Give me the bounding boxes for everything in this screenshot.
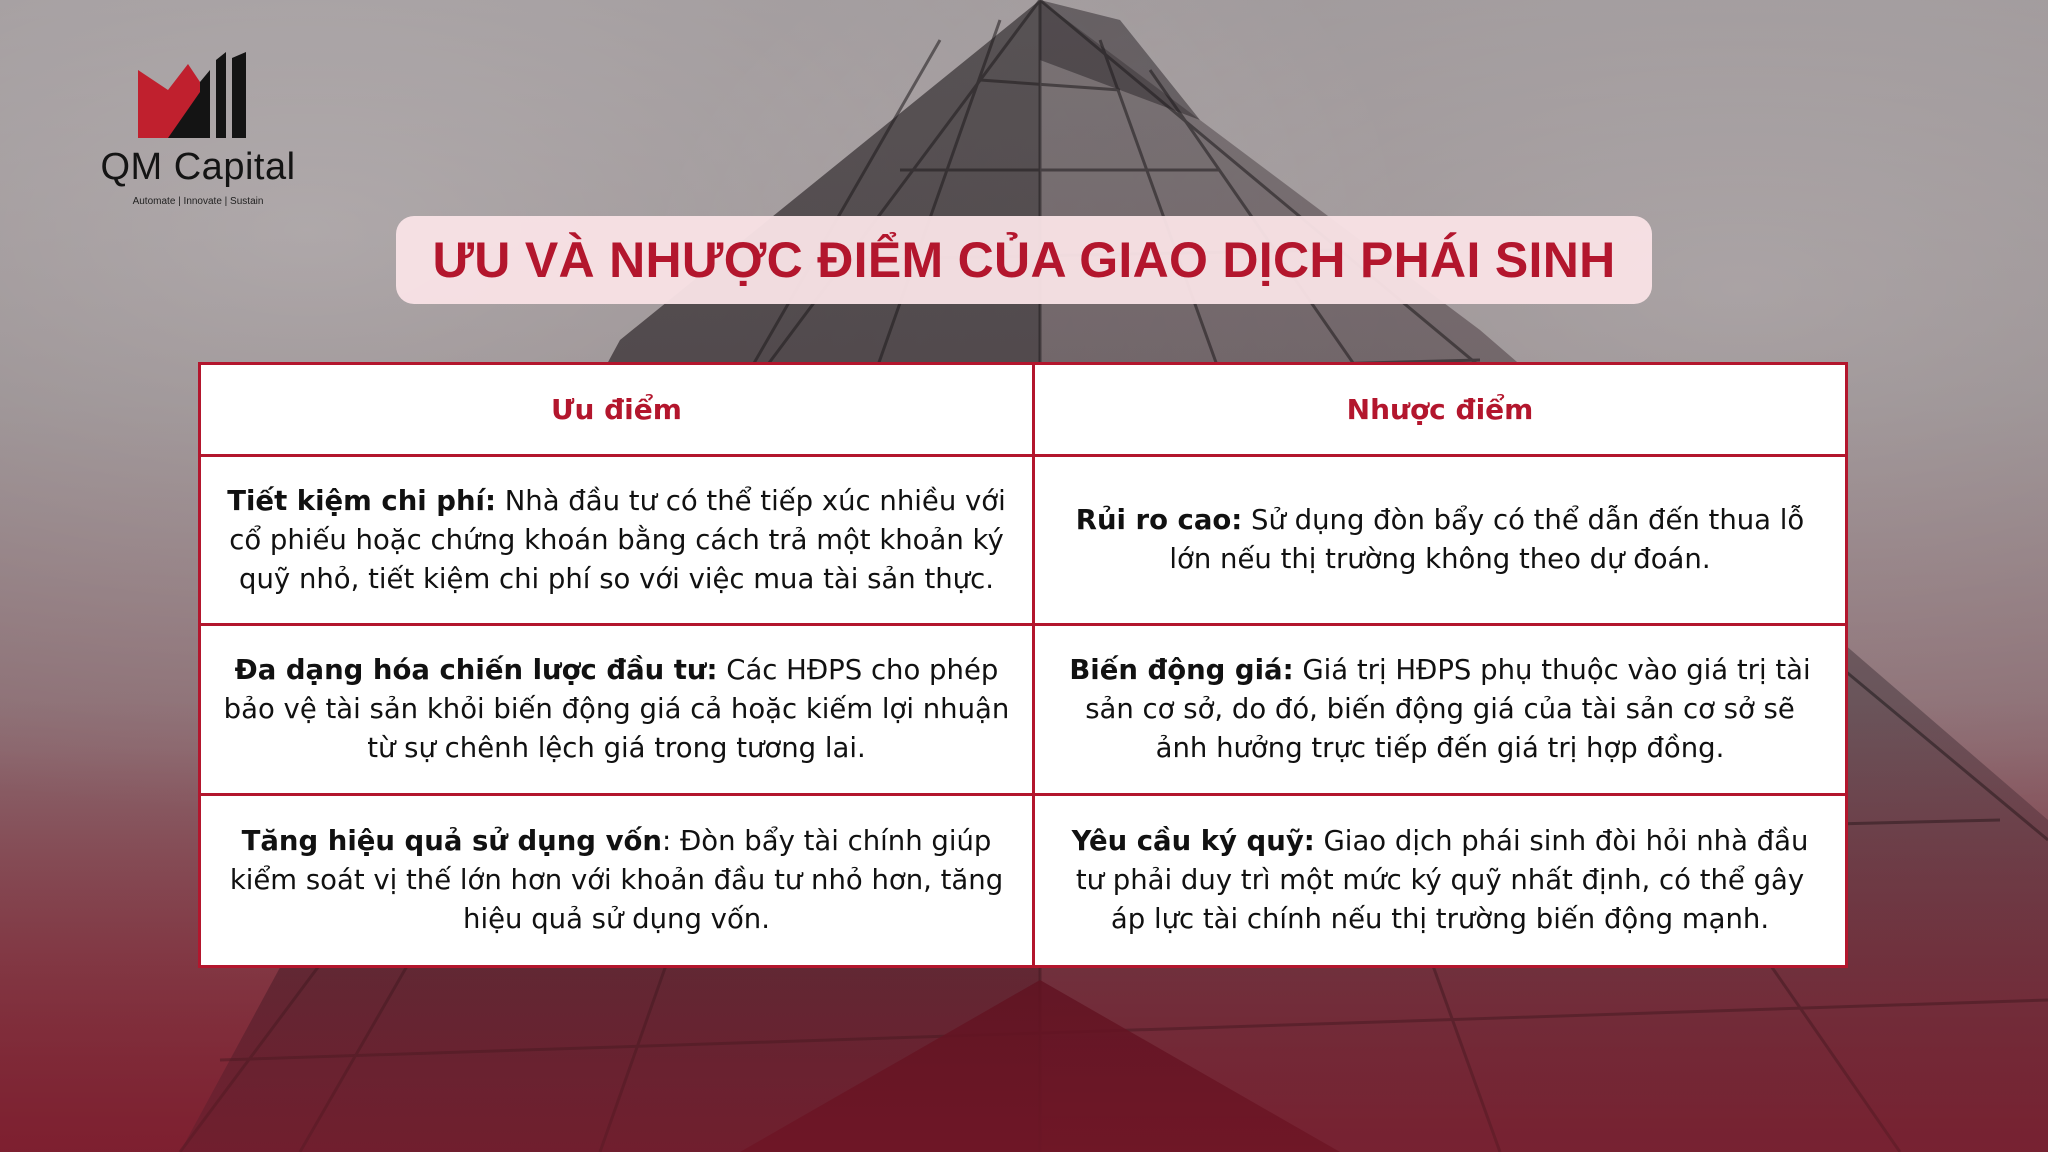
table-cell-con-3: [1035, 796, 1845, 965]
pro-2-text: Các HĐPS cho phép bảo vệ tài sản khỏi biến động giá cả hoặc kiếm lợi nhuận từ sự chênh lệch giá trong tương lai.: [223, 653, 1010, 764]
brand-tagline: Automate | Innovate | Sustain: [132, 196, 264, 207]
pros-cons-table: [198, 362, 1848, 968]
con-2-term: Biến động giá:: [1069, 653, 1294, 686]
table-cell-con-2: [1035, 626, 1845, 795]
con-1-term: Rủi ro cao:: [1075, 504, 1243, 537]
table-cell-pro-1: [201, 457, 1035, 626]
pro-1-text: Nhà đầu tư có thể tiếp xúc nhiều với cổ phiếu hoặc chứng khoán bằng cách trả một khoản ký quỹ nhỏ, tiết kiệm chi phí so với việc mua tài sản thực.: [229, 484, 1006, 595]
con-3-text: Giao dịch phái sinh đòi hỏi nhà đầu tư phải duy trì một mức ký quỹ nhất định, có thể gây áp lực tài chính nếu thị trường biến động mạnh.: [1075, 824, 1809, 935]
con-2-text: Giá trị HĐPS phụ thuộc vào giá trị tài sản cơ sở, do đó, biến động giá của tài sản cơ sở sẽ ảnh hưởng trực tiếp đến giá trị hợp đồng.: [1085, 653, 1811, 764]
pro-3-term: Tăng hiệu quả sử dụng vốn: [241, 824, 662, 857]
table-cell-pro-2: [201, 626, 1035, 795]
pro-3-text: : Đòn bẩy tài chính giúp kiểm soát vị thế lớn hơn với khoản đầu tư nhỏ hơn, tăng hiệu quả sử dụng vốn.: [229, 824, 1004, 935]
con-3-term: Yêu cầu ký quỹ:: [1071, 824, 1315, 857]
table-header-pros: Ưu điểm: [201, 365, 1035, 457]
qm-capital-logo-mark-icon: [138, 52, 258, 142]
table-cell-pro-3: [201, 796, 1035, 965]
table-cell-con-1: [1035, 457, 1845, 626]
pro-2-term: Đa dạng hóa chiến lược đầu tư:: [234, 653, 718, 686]
con-1-text: Sử dụng đòn bẩy có thể dẫn đến thua lỗ lớn nếu thị trường không theo dự đoán.: [1169, 504, 1805, 576]
page-title: ƯU VÀ NHƯỢC ĐIỂM CỦA GIAO DỊCH PHÁI SINH: [432, 232, 1616, 288]
page-title-banner: [396, 216, 1652, 304]
brand-name: QM Capital: [100, 146, 296, 188]
table-header-cons: Nhược điểm: [1035, 365, 1845, 457]
qm-capital-logo[interactable]: [88, 52, 308, 222]
pro-1-term: Tiết kiệm chi phí:: [227, 484, 496, 517]
